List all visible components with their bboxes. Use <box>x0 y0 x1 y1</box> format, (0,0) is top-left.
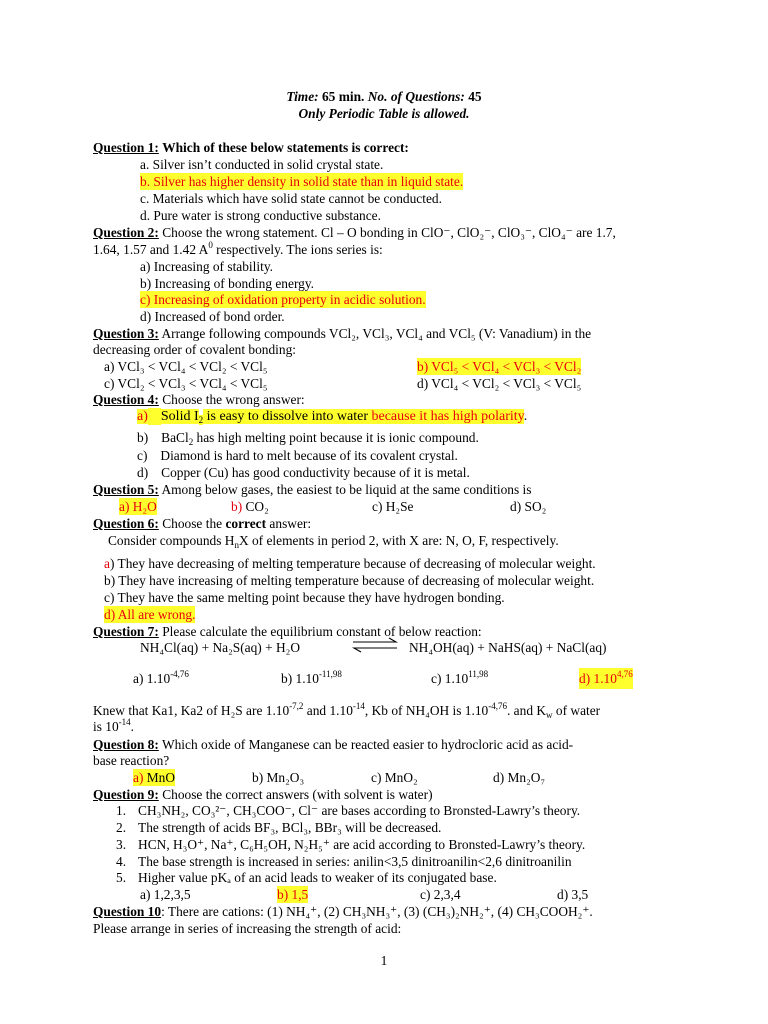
q2-option-b: b) Increasing of bonding energy. <box>140 276 315 291</box>
question-9 <box>93 786 433 803</box>
question-6-text-tail: answer: <box>266 516 312 531</box>
q7-knew-line2 <box>93 718 134 735</box>
q8-option-c: c) MnO₂ <box>371 770 418 785</box>
q7-c-text: c) 1.10 <box>431 671 469 686</box>
q9-statement-text: The base strength is increased in series: anilin<3,5 dinitroanilin<2,6 dinitroanilin <box>138 854 572 869</box>
q7-a-text: a) 1.10 <box>133 671 171 686</box>
q9-statement <box>116 836 585 853</box>
question-7-text: Please calculate the equilibrium constant of below reaction: <box>162 624 482 639</box>
q4-a-letter: a) <box>137 409 148 424</box>
question-9-label: Question 9: <box>93 787 159 802</box>
q6-option-a <box>104 555 596 572</box>
q7-knew-text-4: . and K <box>506 703 547 718</box>
q1-option-b-highlighted: b. Silver has higher density in solid state than in liquid state. <box>140 174 464 189</box>
q5-option-d: d) SO₂ <box>510 499 547 514</box>
q9-statement-number: 3. <box>116 837 127 852</box>
q3-option-b-highlighted: b) VCl₅ < VCl₄ < VCl₃ < VCl₂ <box>417 359 582 374</box>
equilibrium-arrows-icon <box>351 637 399 653</box>
q9-statement <box>116 869 497 886</box>
q9-statement-text: HCN, H₃O⁺, Na⁺, C₆H₅OH, N₂H₅⁺ are acid according to Bronsted-Lawry’s theory. <box>138 837 586 852</box>
q6-consider-tail: X of elements in period 2, with X are: N, O, F, respectively. <box>238 533 559 548</box>
q7-knew-exp-1: -7,2 <box>289 701 304 711</box>
q9-statement-text: Higher value pKₐ of an acid leads to weaker of its conjugated base. <box>138 870 497 885</box>
count-value: 45 <box>468 89 482 104</box>
question-3 <box>93 325 591 342</box>
q9-statement-number: 1. <box>116 803 127 818</box>
question-10-text: : There are cations: (1) NH₄⁺, (2) CH₃NH₃⁺, (3) (CH₃)₂NH₂⁺, (4) CH₃COOH₂⁺. <box>161 904 593 919</box>
count-label: No. of Questions: <box>367 89 465 104</box>
question-1 <box>93 139 409 156</box>
q6-consider <box>108 532 559 549</box>
header-allowed: Only Periodic Table is allowed. <box>298 106 470 121</box>
q9-statement <box>116 819 441 836</box>
q5-b-text: CO₂ <box>242 499 269 514</box>
q2-option-d: d) Increased of bond order. <box>140 309 285 324</box>
q4-a-reason-red: because it has high polarity <box>371 409 524 424</box>
q7-knew2-period: . <box>130 719 135 734</box>
question-4-text: Choose the wrong answer: <box>162 392 305 407</box>
q4-option-b <box>137 429 479 446</box>
q6-a-letter: a <box>104 556 110 571</box>
question-10 <box>93 903 593 920</box>
q7-reaction-rhs: NH₄OH(aq) + NaHS(aq) + NaCl(aq) <box>409 640 607 655</box>
q4-a-sub: 2 <box>198 415 204 425</box>
q7-knew-text-5: of water <box>552 703 601 718</box>
q7-knew-text-2: and 1.10 <box>303 703 353 718</box>
q7-knew-exp-2: -14 <box>352 701 365 711</box>
q5-b-letter: b) <box>231 499 243 514</box>
q4-a-text-2: is easy to dissolve into water <box>203 409 372 424</box>
q7-d-text: d) 1.10 <box>579 671 617 686</box>
q4-option-d <box>137 464 470 481</box>
q6-option-c: c) They have the same melting point because they have hydrogen bonding. <box>104 590 505 605</box>
q4-c-letter: c) <box>137 448 148 463</box>
q5-option-b <box>231 498 269 515</box>
q7-option-a <box>133 670 189 687</box>
q2-line2-tail: respectively. The ions series is: <box>212 242 383 257</box>
q9-option-a: a) 1,2,3,5 <box>140 887 191 902</box>
q7-knew2-text: is 10 <box>93 719 119 734</box>
q4-d-letter: d) <box>137 465 149 480</box>
q9-option-c: c) 2,3,4 <box>420 887 461 902</box>
q9-statement <box>116 853 572 870</box>
q7-knew2-exp: -14 <box>118 717 131 727</box>
q2-option-c-highlighted: c) Increasing of oxidation property in acidic solution. <box>140 292 426 307</box>
question-5-text: Among below gases, the easiest to be liquid at the same conditions is <box>161 482 532 497</box>
question-6-text-bold: correct <box>225 516 267 531</box>
q9-statement-number: 2. <box>116 820 127 835</box>
q8-option-d: d) Mn₂O₇ <box>493 770 546 785</box>
q8-option-a-highlighted <box>133 769 175 786</box>
question-5-label: Question 5: <box>93 482 159 497</box>
question-3-line2: decreasing order of covalent bonding: <box>93 342 297 357</box>
q7-knew-line1 <box>93 702 600 719</box>
q4-a-period: . <box>523 409 528 424</box>
time-value: 65 min. <box>321 89 365 104</box>
q8-a-text: MnO <box>143 770 176 785</box>
q7-knew-sub: w <box>546 710 553 720</box>
q4-b-letter: b) <box>137 430 149 445</box>
question-7-label: Question 7: <box>93 624 159 639</box>
question-8 <box>93 736 573 753</box>
q4-option-c <box>137 447 458 464</box>
q9-statement <box>116 802 580 819</box>
question-2-line2 <box>93 241 383 258</box>
q7-knew-text-3: , Kb of NH₄OH is 1.10 <box>364 703 489 718</box>
question-4-label: Question 4: <box>93 392 159 407</box>
header-time-line <box>0 88 768 105</box>
q2-option-a: a) Increasing of stability. <box>140 259 273 274</box>
question-5 <box>93 481 532 498</box>
question-2-label: Question 2: <box>93 225 159 240</box>
question-6 <box>93 515 311 532</box>
q6-consider-text: Consider compounds H <box>108 533 235 548</box>
q7-option-d-highlighted <box>579 668 633 689</box>
q3-option-a: a) VCl₃ < VCl₄ < VCl₂ < VCl₅ <box>104 359 268 374</box>
q9-statement-number: 5. <box>116 870 127 885</box>
question-4 <box>93 391 305 408</box>
q2-line2-text: 1.64, 1.57 and 1.42 A <box>93 242 209 257</box>
q4-a-text: Solid I <box>160 409 199 424</box>
q7-reaction-lhs: NH₄Cl(aq) + Na₂S(aq) + H₂O <box>140 640 301 655</box>
q7-knew-exp-3: -4,76 <box>488 701 507 711</box>
question-2-text: Choose the wrong statement. Cl – O bonding in ClO⁻, ClO₂⁻, ClO₃⁻, ClO₄⁻ are 1.7, <box>162 225 616 240</box>
q8-a-letter: a) <box>133 770 144 785</box>
q7-a-exp: -4,76 <box>170 669 189 679</box>
page-number: 1 <box>380 953 388 968</box>
q5-option-a-highlighted: a) H₂O <box>119 499 157 514</box>
q4-option-a-highlighted <box>137 408 527 425</box>
question-8-line2: base reaction? <box>93 753 170 768</box>
q1-option-d: d. Pure water is strong conductive substance. <box>140 208 381 223</box>
q6-option-b: b) They have increasing of melting temperature because of decreasing of molecular weight. <box>104 573 595 588</box>
time-label: Time: <box>286 89 319 104</box>
q7-option-b <box>281 670 342 687</box>
question-10-label: Question 10 <box>93 904 162 919</box>
question-3-text: Arrange following compounds VCl₂, VCl₃, VCl₄ and VCl₅ (V: Vanadium) in the <box>161 326 592 341</box>
q9-statement-number: 4. <box>116 854 127 869</box>
q3-option-d: d) VCl₄ < VCl₂ < VCl₃ < VCl₅ <box>417 376 582 391</box>
q2-angstrom-sup: 0 <box>208 240 213 250</box>
q9-statement-text: CH₃NH₂, CO₃²⁻, CH₃COO⁻, Cl⁻ are bases according to Bronsted-Lawry’s theory. <box>138 803 581 818</box>
question-3-label: Question 3: <box>93 326 159 341</box>
q4-c-text: Diamond is hard to melt because of its covalent crystal. <box>160 448 458 463</box>
q7-b-exp: -11,98 <box>318 669 342 679</box>
q9-option-b-highlighted: b) 1,5 <box>277 887 309 902</box>
q7-option-c <box>431 670 488 687</box>
question-1-text: Which of these below statements is correct: <box>162 140 409 155</box>
question-2 <box>93 224 616 241</box>
q1-option-c: c. Materials which have solid state cannot be conducted. <box>140 191 442 206</box>
question-6-text: Choose the <box>162 516 226 531</box>
q4-b-text: BaCl <box>161 430 189 445</box>
q4-d-text: Copper (Cu) has good conductivity because of it is metal. <box>161 465 470 480</box>
question-1-label: Question 1: <box>93 140 159 155</box>
q4-b-sub: 2 <box>188 437 194 447</box>
q6-a-text: ) They have decreasing of melting temperature because of decreasing of molecular weight. <box>109 556 596 571</box>
q6-option-d-highlighted: d) All are wrong. <box>104 607 196 622</box>
q6-consider-sub: n <box>234 540 239 550</box>
question-8-label: Question 8: <box>93 737 159 752</box>
q7-b-text: b) 1.10 <box>281 671 319 686</box>
q5-option-c: c) H₂Se <box>372 499 414 514</box>
q7-c-exp: 11,98 <box>468 669 489 679</box>
question-6-label: Question 6: <box>93 516 159 531</box>
question-9-text: Choose the correct answers (with solvent is water) <box>162 787 433 802</box>
q3-option-c: c) VCl₂ < VCl₃ < VCl₄ < VCl₅ <box>104 376 268 391</box>
question-7 <box>93 623 482 640</box>
q9-option-d: d) 3,5 <box>557 887 589 902</box>
question-10-line2: Please arrange in series of increasing the strength of acid: <box>93 921 402 936</box>
q7-knew-text-1: Knew that Ka1, Ka2 of H₂S are 1.10 <box>93 703 290 718</box>
q7-d-exp: 4,76 <box>616 669 633 679</box>
q8-option-b: b) Mn₂O₃ <box>252 770 305 785</box>
question-8-text: Which oxide of Manganese can be reacted easier to hydrocloric acid as acid- <box>158 737 574 752</box>
q4-b-text-2: has high melting point because it is ionic compound. <box>193 430 479 445</box>
q1-option-a: a. Silver isn’t conducted in solid crystal state. <box>140 157 384 172</box>
q9-statement-text: The strength of acids BF₃, BCl₃, BBr₃ will be decreased. <box>138 820 442 835</box>
